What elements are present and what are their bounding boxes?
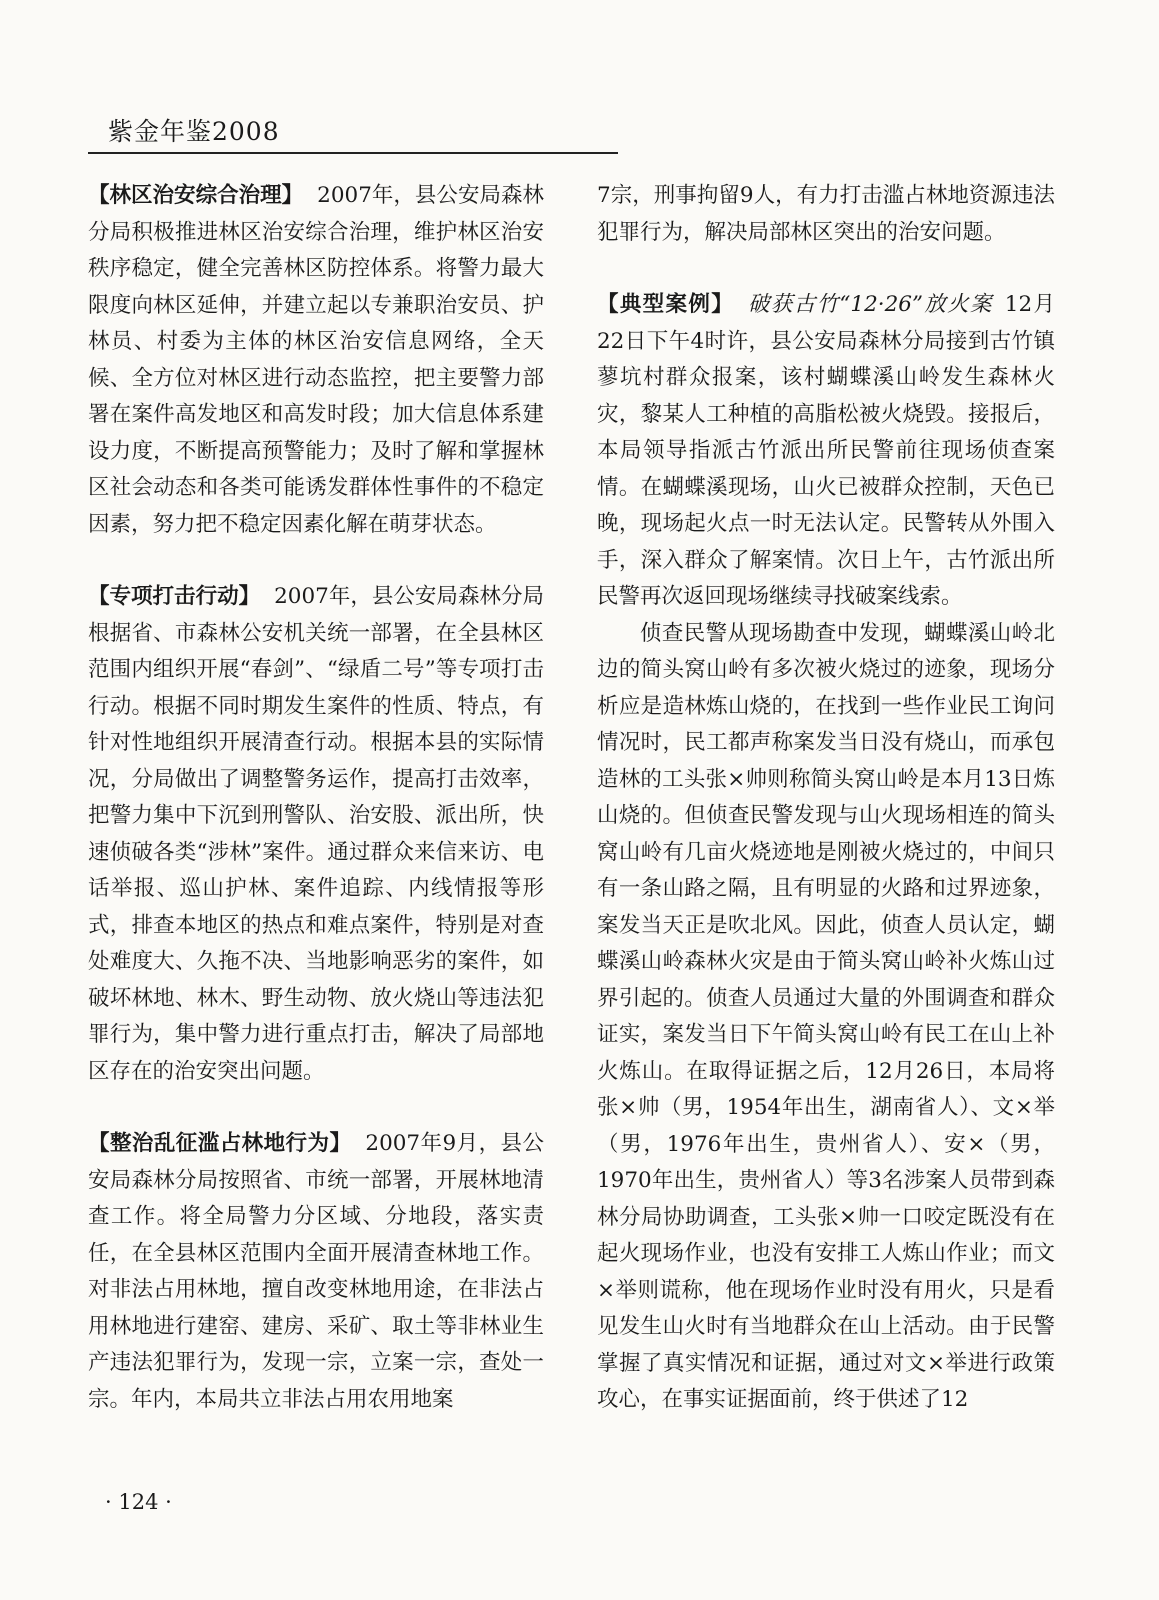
section-special-crackdown [88,579,544,1090]
section-body: 2007年，县公安局森林分局根据省、市森林公安机关统一部署，在全县林区范围内组织开展“春剑”、“绿盾二号”等专项打击行动。根据不同时期发生案件的性质、特点，有针对性地组织开展清查行动。根据本县的实际情况，分局做出了调整警务运作，提高打击效率，把警力集中下沉到刑警队、治安股、派出所，快速侦破各类“涉林”案件。通过群众来信来访、电话举报、巡山护林、案件追踪、内线情报等形式，排查本地区的热点和难点案件，特别是对查处难度大、久拖不决、当地影响恶劣的案件，如破坏林地、林木、野生动物、放火烧山等违法犯罪行为，集中警力进行重点打击，解决了局部地区存在的治安突出问题。 [88,584,544,1084]
section-body: 2007年，县公安局森林分局积极推进林区治安综合治理，维护林区治安秩序稳定，健全完善林区防控体系。将警力最大限度向林区延伸，并建立起以专兼职治安员、护林员、村委为主体的林区治安信息网络，全天候、全方位对林区进行动态监控，把主要警力部署在案件高发地区和高发时段；加大信息体系建设力度，不断提高预警能力；及时了解和掌握林区社会动态和各类可能诱发群体性事件的不稳定因素，努力把不稳定因素化解在萌芽状态。 [88,183,544,537]
section-heading: 【林区治安综合治理】 [88,183,304,208]
continuation-paragraph: 7宗，刑事拘留9人，有力打击滥占林地资源违法犯罪行为，解决局部林区突出的治安问题。 [597,183,1055,245]
page-number: · 124 · [105,1490,172,1514]
section-body: 12月22日下午4时许，县公安局森林分局接到古竹镇蓼坑村群众报案，该村蝴蝶溪山岭发生森林火灾，黎某人工种植的高脂松被火烧毁。接报后，本局领导指派古竹派出所民警前往现场侦查案情。在蝴蝶溪现场，山火已被群众控制，天色已晚，现场起火点一时无法认定。民警转从外围入手，深入群众了解案情。次日上午，古竹派出所民警再次返回现场继续寻找破案线索。 [597,292,1055,609]
section-body: 2007年9月，县公安局森林分局按照省、市统一部署，开展林地清查工作。将全局警力分区域、分地段，落实责任，在全县林区范围内全面开展清查林地工作。对非法占用林地，擅自改变林地用途，在非法占用林地进行建窑、建房、采矿、取土等非林业生产违法犯罪行为，发现一宗，立案一宗，查处一宗。年内，本局共立非法占用农用地案 [88,1131,544,1412]
section-typical-case [597,287,1055,616]
case-title: 破获古竹“12·26”放火案 [748,292,993,317]
section-heading: 【典型案例】 [597,292,735,317]
section-heading: 【整治乱征滥占林地行为】 [88,1131,352,1156]
right-column [597,178,1055,1419]
section-illegal-land-use [88,1126,544,1418]
running-header: 紫金年鉴2008 [108,117,280,146]
left-column [88,178,544,1418]
case-investigation-paragraph: 侦查民警从现场勘查中发现，蝴蝶溪山岭北边的简头窝山岭有多次被火烧过的迹象，现场分析应是造林炼山烧的，在找到一些作业民工询问情况时，民工都声称案发当日没有烧山，而承包造林的工头张×帅则称简头窝山岭是本月13日炼山烧的。但侦查民警发现与山火现场相连的简头窝山岭有几亩火烧迹地是刚被火烧过的，中间只有一条山路之隔，且有明显的火路和过界迹象，案发当天正是吹北风。因此，侦查人员认定，蝴蝶溪山岭森林火灾是由于简头窝山岭补火炼山过界引起的。侦查人员通过大量的外围调查和群众证实，案发当日下午简头窝山岭有民工在山上补火炼山。在取得证据之后，12月26日，本局将张×帅（男，1954年出生，湖南省人）、文×举（男，1976年出生，贵州省人）、安×（男，1970年出生，贵州省人）等3名涉案人员带到森林分局协助调查，工头张×帅一口咬定既没有在起火现场作业，也没有安排工人炼山作业；而文×举则谎称，他在现场作业时没有用火，只是看见发生山火时有当地群众在山上活动。由于民警掌握了真实情况和证据，通过对文×举进行政策攻心，在事实证据面前，终于供述了12 [597,620,1055,1412]
header-rule [88,152,618,154]
section-forest-security [88,178,544,543]
section-heading: 【专项打击行动】 [88,584,261,609]
